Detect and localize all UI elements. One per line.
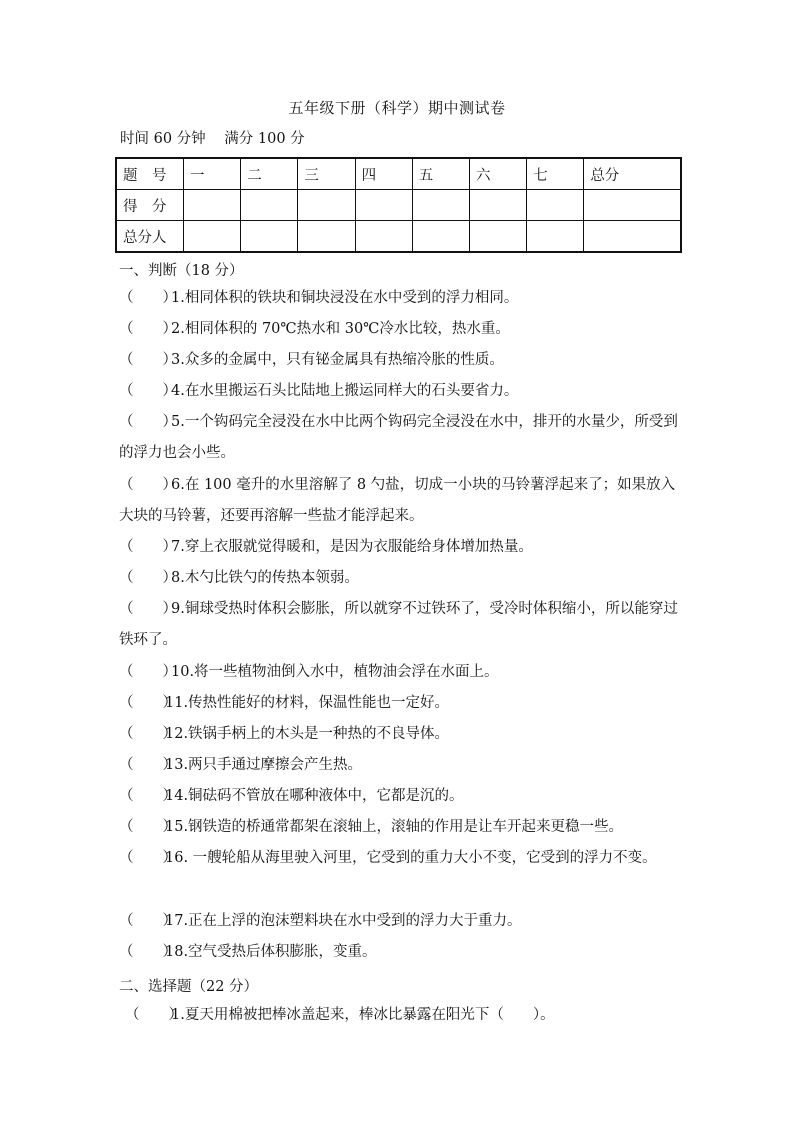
header-cell-6: 六 (469, 158, 526, 190)
question-8 (119, 563, 685, 594)
score-table-grader-row (116, 221, 681, 253)
choice-question-1 (125, 1000, 691, 1031)
question-text: 14.铜砝码不管放在哪种液体中，它都是沉的。 (165, 788, 464, 804)
question-text: 9.铜球受热时体积会膨胀，所以就穿不过铁环了，受冷时体积缩小，所以能穿过铁环了。 (119, 601, 678, 648)
question-text: 8.木勺比铁勺的传热本领弱。 (171, 570, 359, 586)
grader-cell[interactable] (469, 221, 526, 253)
question-text: 15.钢铁造的桥通常都架在滚轴上，滚轴的作用是让车开起来更稳一些。 (165, 819, 624, 835)
answer-blank[interactable]: （ ） (119, 819, 177, 835)
answer-blank[interactable]: （ ） (119, 850, 177, 866)
header-cell-4: 四 (355, 158, 412, 190)
grader-cell[interactable] (355, 221, 412, 253)
answer-blank[interactable]: （ ） (119, 601, 177, 617)
question-2 (119, 314, 685, 345)
question-text: 13.两只手通过摩擦会产生热。 (165, 757, 363, 773)
header-cell-7: 七 (527, 158, 584, 190)
question-18 (119, 937, 685, 968)
answer-blank[interactable]: （ ） (119, 539, 177, 555)
question-11 (119, 688, 685, 719)
exam-time: 时间 60 分钟 (120, 131, 206, 147)
grader-cell[interactable] (527, 221, 584, 253)
answer-blank[interactable]: （ ） (119, 664, 177, 680)
question-text: 12.铁锅手柄上的木头是一种热的不良导体。 (165, 726, 450, 742)
grader-cell[interactable] (184, 221, 241, 253)
answer-blank[interactable]: （ ） (119, 695, 177, 711)
question-text: 1.相同体积的铁块和铜块浸没在水中受到的浮力相同。 (171, 290, 519, 306)
answer-blank[interactable]: （ ） (119, 944, 177, 960)
question-5 (119, 407, 685, 469)
grader-cell[interactable] (241, 221, 298, 253)
score-cell[interactable] (355, 190, 412, 221)
score-table (115, 157, 682, 253)
answer-blank[interactable]: （ ） (119, 913, 177, 929)
score-cell[interactable] (469, 190, 526, 221)
section-1-heading: 一、判断（18 分） (119, 263, 244, 279)
score-cell[interactable] (584, 190, 681, 221)
exam-title: 五年级下册（科学）期中测试卷 (288, 99, 506, 117)
question-14 (119, 781, 685, 812)
question-10 (119, 657, 685, 688)
question-15 (119, 812, 685, 843)
score-cell[interactable] (527, 190, 584, 221)
answer-blank[interactable]: （ ） (119, 757, 177, 773)
grader-cell[interactable] (584, 221, 681, 253)
question-text: 16. 一艘轮船从海里驶入河里，它受到的重力大小不变，它受到的浮力不变。 (165, 850, 657, 866)
header-cell-label: 题 号 (116, 158, 184, 190)
exam-meta (120, 127, 305, 148)
question-7 (119, 532, 685, 563)
question-4 (119, 376, 685, 407)
answer-blank[interactable]: （ ） (119, 477, 177, 493)
score-row-label: 得 分 (116, 190, 184, 221)
question-text: 17.正在上浮的泡沫塑料块在水中受到的浮力大于重力。 (165, 913, 522, 929)
question-text: 6.在 100 毫升的水里溶解了 8 勺盐，切成一小块的马铃薯浮起来了；如果放入大块的马铃薯，还要再溶解一些盐才能浮起来。 (119, 477, 676, 524)
score-table-header-row (116, 158, 681, 190)
score-cell[interactable] (298, 190, 355, 221)
score-cell[interactable] (184, 190, 241, 221)
header-cell-5: 五 (412, 158, 469, 190)
answer-blank[interactable]: （ ） (119, 352, 177, 368)
exam-full-score: 满分 100 分 (224, 131, 305, 147)
answer-blank[interactable]: （ ） (119, 788, 177, 804)
answer-blank[interactable]: （ ） (119, 321, 177, 337)
score-table-score-row (116, 190, 681, 221)
question-9 (119, 594, 685, 656)
question-text: 18.空气受热后体积膨胀，变重。 (165, 944, 377, 960)
header-cell-3: 三 (298, 158, 355, 190)
grader-cell[interactable] (298, 221, 355, 253)
answer-blank[interactable]: （ ） (119, 570, 177, 586)
grader-row-label: 总分人 (116, 221, 184, 253)
grader-cell[interactable] (412, 221, 469, 253)
question-1 (119, 283, 685, 314)
question-text: 1.夏天用棉被把棒冰盖起来，棒冰比暴露在阳光下（ ）。 (171, 1007, 555, 1023)
question-6 (119, 470, 685, 532)
answer-blank[interactable]: （ ） (119, 290, 177, 306)
question-text: 5.一个钩码完全浸没在水中比两个钩码完全浸没在水中，排开的水量少，所受到的浮力也会小些。 (119, 414, 678, 461)
answer-blank[interactable]: （ ） (119, 383, 177, 399)
question-12 (119, 719, 685, 750)
question-16 (119, 843, 685, 874)
section-2-heading: 二、选择题（22 分） (119, 979, 259, 995)
question-text: 3.众多的金属中，只有铋金属具有热缩冷胀的性质。 (171, 352, 504, 368)
question-text: 7.穿上衣服就觉得暖和，是因为衣服能给身体增加热量。 (171, 539, 533, 555)
header-cell-1: 一 (184, 158, 241, 190)
question-text: 2.相同体积的 70℃热水和 30℃冷水比较，热水重。 (171, 321, 510, 337)
question-13 (119, 750, 685, 781)
question-3 (119, 345, 685, 376)
question-text: 4.在水里搬运石头比陆地上搬运同样大的石头要省力。 (171, 383, 519, 399)
header-cell-total: 总分 (584, 158, 681, 190)
answer-blank[interactable]: （ ） (119, 726, 177, 742)
score-cell[interactable] (412, 190, 469, 221)
score-cell[interactable] (241, 190, 298, 221)
question-text: 10.将一些植物油倒入水中，植物油会浮在水面上。 (171, 664, 499, 680)
answer-blank[interactable]: （ ） (119, 414, 177, 430)
answer-blank[interactable]: （ ） (125, 1007, 183, 1023)
question-text: 11.传热性能好的材料，保温性能也一定好。 (165, 695, 450, 711)
question-17 (119, 906, 685, 937)
header-cell-2: 二 (241, 158, 298, 190)
